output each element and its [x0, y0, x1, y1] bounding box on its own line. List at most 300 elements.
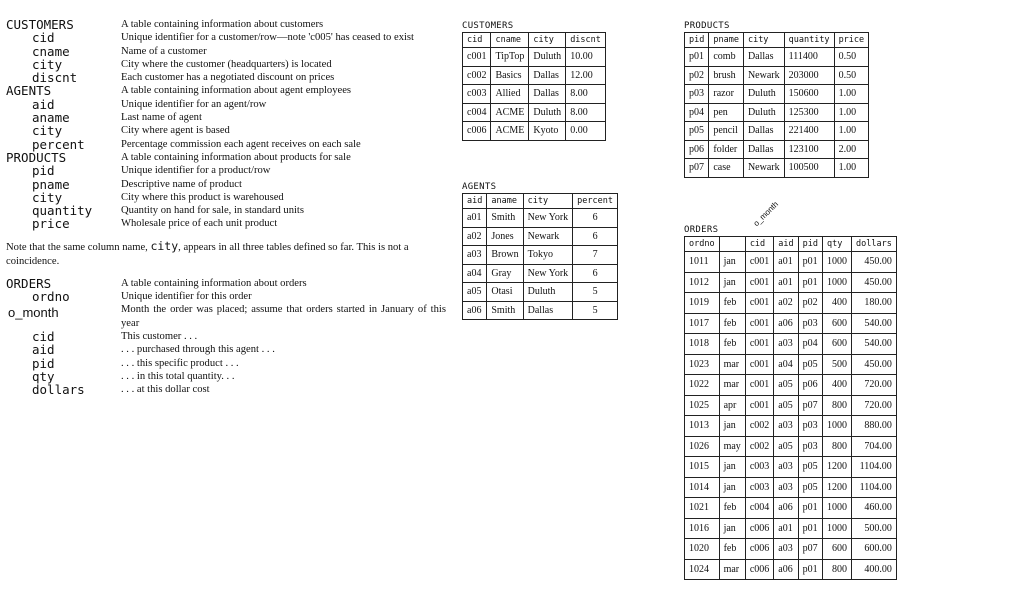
- table-cell: p03: [685, 85, 709, 104]
- table-cell: 0.50: [834, 66, 869, 85]
- schema-definitions: [6, 18, 446, 396]
- table-cell: p05: [798, 477, 822, 498]
- table-cell: 500.00: [851, 518, 896, 539]
- table-cell: case: [709, 159, 744, 178]
- def-field: [6, 217, 446, 230]
- table-cell: a05: [774, 395, 798, 416]
- table-cell: p03: [798, 313, 822, 334]
- def-field-name: pid: [32, 355, 55, 371]
- table-cell: 12.00: [566, 66, 606, 85]
- table-cell: folder: [709, 140, 744, 159]
- def-field-desc: Each customer has a negotiated discount on prices: [121, 72, 335, 84]
- def-field-desc: Name of a customer: [121, 45, 207, 57]
- table-cell: p01: [685, 48, 709, 67]
- table-cell: c002: [463, 66, 491, 85]
- def-field-name: qty: [32, 368, 55, 384]
- table-cell: c006: [745, 518, 773, 539]
- table-row: [685, 140, 869, 159]
- table-cell: c003: [463, 85, 491, 104]
- table-cell: 221400: [784, 122, 834, 141]
- table-cell: jan: [719, 252, 745, 273]
- def-field-desc: This customer . . .: [121, 330, 198, 342]
- def-field: [6, 45, 446, 58]
- note-text-after: , appears in all three tables defined so far. This is not a coincidence.: [6, 241, 409, 267]
- def-field-desc: Unique identifier for a product/row: [121, 165, 271, 177]
- table-cell: 1.00: [834, 122, 869, 141]
- def-field: [6, 357, 446, 370]
- table-cell: p03: [798, 416, 822, 437]
- table-cell: Brown: [487, 246, 523, 265]
- customers-table: [462, 32, 606, 141]
- table-cell: Duluth: [529, 103, 566, 122]
- table-cell: TipTop: [491, 48, 529, 67]
- table-cell: p05: [685, 122, 709, 141]
- table-cell: Newark: [743, 159, 784, 178]
- table-cell: 1022: [685, 375, 720, 396]
- table-cell: a05: [774, 436, 798, 457]
- table-cell: 6: [573, 264, 618, 283]
- table-cell: 1020: [685, 539, 720, 560]
- table-row: [685, 313, 897, 334]
- table-cell: pencil: [709, 122, 744, 141]
- table-cell: feb: [719, 293, 745, 314]
- column-header: discnt: [566, 33, 606, 48]
- table-row: [463, 264, 618, 283]
- table-cell: a02: [463, 227, 487, 246]
- table-row: [463, 209, 618, 228]
- table-cell: p07: [685, 159, 709, 178]
- def-agents: [6, 84, 446, 97]
- table-cell: jan: [719, 457, 745, 478]
- table-cell: 6: [573, 227, 618, 246]
- def-desc: A table containing information about products for sale: [121, 151, 351, 163]
- table-cell: p05: [798, 457, 822, 478]
- column-header: city: [743, 33, 784, 48]
- table-cell: p02: [685, 66, 709, 85]
- table-cell: 123100: [784, 140, 834, 159]
- table-cell: jan: [719, 272, 745, 293]
- def-field-desc: City where the customer (headquarters) is located: [121, 58, 332, 70]
- table-cell: p07: [798, 539, 822, 560]
- table-cell: 1023: [685, 354, 720, 375]
- def-field-desc: City where agent is based: [121, 125, 230, 137]
- def-desc: A table containing information about orders: [121, 277, 307, 289]
- table-cell: 2.00: [834, 140, 869, 159]
- table-row: [685, 334, 897, 355]
- table-cell: ACME: [491, 103, 529, 122]
- table-cell: 704.00: [851, 436, 896, 457]
- def-field: [6, 330, 446, 343]
- table-cell: 600: [822, 539, 851, 560]
- def-field: [6, 303, 446, 330]
- table-cell: 800: [822, 559, 851, 580]
- table-cell: a04: [463, 264, 487, 283]
- table-cell: c001: [745, 395, 773, 416]
- def-term: CUSTOMERS: [6, 17, 74, 32]
- table-cell: 1.00: [834, 159, 869, 178]
- column-header: [719, 237, 745, 252]
- def-field: [6, 290, 446, 303]
- table-cell: feb: [719, 539, 745, 560]
- table-cell: Tokyo: [523, 246, 573, 265]
- table-cell: p01: [798, 518, 822, 539]
- table-cell: 5: [573, 301, 618, 320]
- def-field-desc: . . . in this total quantity. . .: [121, 370, 235, 382]
- table-cell: Basics: [491, 66, 529, 85]
- def-field-desc: . . . at this dollar cost: [121, 384, 210, 396]
- table-row: [685, 66, 869, 85]
- def-field-name: quantity: [32, 203, 93, 219]
- table-cell: Allied: [491, 85, 529, 104]
- def-field-desc: Unique identifier for an agent/row: [121, 98, 267, 110]
- table-cell: c001: [745, 354, 773, 375]
- table-cell: 1200: [822, 457, 851, 478]
- table-row: [685, 477, 897, 498]
- table-cell: a01: [774, 518, 798, 539]
- column-header: percent: [573, 194, 618, 209]
- table-cell: Duluth: [743, 85, 784, 104]
- table-cell: c001: [745, 272, 773, 293]
- table-cell: a06: [463, 301, 487, 320]
- table-cell: 1200: [822, 477, 851, 498]
- def-field-name: o_month: [8, 305, 59, 321]
- table-cell: Otasi: [487, 283, 523, 302]
- column-header: price: [834, 33, 869, 48]
- table-cell: 400: [822, 375, 851, 396]
- column-header: qty: [822, 237, 851, 252]
- table-cell: razor: [709, 85, 744, 104]
- def-field-name: aid: [32, 342, 55, 358]
- table-cell: jan: [719, 477, 745, 498]
- table-row: [685, 498, 897, 519]
- table-cell: a05: [463, 283, 487, 302]
- table-cell: c001: [745, 313, 773, 334]
- def-field-name: aname: [32, 110, 70, 126]
- table-cell: 450.00: [851, 252, 896, 273]
- def-field: [6, 178, 446, 191]
- table-cell: 111400: [784, 48, 834, 67]
- table-cell: 1000: [822, 498, 851, 519]
- table-row: [685, 48, 869, 67]
- def-field-name: pid: [32, 163, 55, 179]
- table-cell: 100500: [784, 159, 834, 178]
- def-field: [6, 164, 446, 177]
- def-field: [6, 191, 446, 204]
- def-term: AGENTS: [6, 83, 52, 99]
- column-header: cid: [463, 33, 491, 48]
- table-cell: 540.00: [851, 334, 896, 355]
- table-cell: 1025: [685, 395, 720, 416]
- def-field-name: ordno: [32, 289, 70, 305]
- def-field-name: percent: [32, 136, 85, 152]
- table-cell: a03: [774, 334, 798, 355]
- table-cell: 1000: [822, 416, 851, 437]
- table-cell: 180.00: [851, 293, 896, 314]
- column-header: quantity: [784, 33, 834, 48]
- table-cell: 500: [822, 354, 851, 375]
- table-cell: mar: [719, 375, 745, 396]
- table-cell: 1026: [685, 436, 720, 457]
- orders-table-block: [684, 199, 897, 580]
- table-cell: 1018: [685, 334, 720, 355]
- def-field-desc: Month the order was placed; assume that orders started in January of this year: [121, 304, 446, 329]
- def-field-name: aid: [32, 96, 55, 112]
- table-row: [463, 301, 618, 320]
- table-cell: 1019: [685, 293, 720, 314]
- table-row: [685, 457, 897, 478]
- table-cell: Newark: [743, 66, 784, 85]
- def-field-name: price: [32, 216, 70, 232]
- table-cell: 10.00: [566, 48, 606, 67]
- table-cell: 6: [573, 209, 618, 228]
- table-cell: 880.00: [851, 416, 896, 437]
- table-row: [685, 293, 897, 314]
- table-cell: c001: [745, 375, 773, 396]
- table-cell: 0.50: [834, 48, 869, 67]
- def-field-desc: Wholesale price of each unit product: [121, 218, 278, 230]
- table-cell: may: [719, 436, 745, 457]
- table-cell: mar: [719, 354, 745, 375]
- table-cell: p01: [798, 252, 822, 273]
- table-cell: p07: [798, 395, 822, 416]
- column-header: dollars: [851, 237, 896, 252]
- table-cell: c006: [463, 122, 491, 141]
- def-field: [6, 138, 446, 151]
- table-cell: mar: [719, 559, 745, 580]
- table-cell: 600: [822, 313, 851, 334]
- table-row: [685, 85, 869, 104]
- table-cell: p06: [685, 140, 709, 159]
- table-cell: 1014: [685, 477, 720, 498]
- table-cell: 1000: [822, 252, 851, 273]
- table-row: [463, 227, 618, 246]
- column-header: cid: [745, 237, 773, 252]
- table-cell: c002: [745, 416, 773, 437]
- def-field: [6, 31, 446, 44]
- def-orders: [6, 277, 446, 290]
- table-cell: p05: [798, 354, 822, 375]
- note-code: city: [150, 238, 179, 253]
- table-cell: apr: [719, 395, 745, 416]
- table-cell: 1015: [685, 457, 720, 478]
- table-cell: Duluth: [523, 283, 573, 302]
- table-cell: Smith: [487, 301, 523, 320]
- def-field-name: cid: [32, 328, 55, 344]
- table-cell: Dallas: [523, 301, 573, 320]
- def-field-name: pname: [32, 176, 70, 192]
- table-row: [685, 122, 869, 141]
- table-cell: p01: [798, 498, 822, 519]
- column-header: city: [523, 194, 573, 209]
- table-cell: a06: [774, 498, 798, 519]
- table-cell: 1017: [685, 313, 720, 334]
- def-term: ORDERS: [6, 275, 52, 291]
- o-month-header-label: o_month: [751, 199, 781, 228]
- table-cell: a03: [774, 457, 798, 478]
- table-cell: feb: [719, 498, 745, 519]
- table-cell: 203000: [784, 66, 834, 85]
- products-table: [684, 32, 869, 178]
- table-cell: a06: [774, 313, 798, 334]
- table-cell: a02: [774, 293, 798, 314]
- table-cell: Kyoto: [529, 122, 566, 141]
- table-cell: Smith: [487, 209, 523, 228]
- table-cell: a03: [774, 539, 798, 560]
- table-row: [685, 354, 897, 375]
- orders-table-title: ORDERS: [684, 225, 719, 235]
- table-cell: 1.00: [834, 85, 869, 104]
- table-row: [463, 48, 606, 67]
- table-row: [685, 518, 897, 539]
- table-cell: 450.00: [851, 272, 896, 293]
- table-cell: p06: [798, 375, 822, 396]
- table-cell: Duluth: [743, 103, 784, 122]
- table-row: [685, 436, 897, 457]
- table-cell: 7: [573, 246, 618, 265]
- def-field-name: discnt: [32, 70, 78, 86]
- table-cell: 600.00: [851, 539, 896, 560]
- table-cell: a06: [774, 559, 798, 580]
- table-cell: jan: [719, 416, 745, 437]
- table-cell: 1011: [685, 252, 720, 273]
- table-cell: Dallas: [743, 48, 784, 67]
- column-header: aname: [487, 194, 523, 209]
- table-cell: c003: [745, 477, 773, 498]
- table-cell: feb: [719, 313, 745, 334]
- def-field-desc: . . . this specific product . . .: [121, 357, 239, 369]
- def-field-name: dollars: [32, 382, 85, 398]
- table-row: [463, 66, 606, 85]
- def-term: PRODUCTS: [6, 149, 67, 165]
- table-cell: 450.00: [851, 354, 896, 375]
- column-header: pname: [709, 33, 744, 48]
- orders-table: [684, 236, 897, 580]
- def-field-name: city: [32, 123, 63, 139]
- def-field: [6, 370, 446, 383]
- table-cell: pen: [709, 103, 744, 122]
- table-cell: p04: [798, 334, 822, 355]
- table-row: [685, 159, 869, 178]
- def-field-name: cname: [32, 43, 70, 59]
- table-cell: c004: [745, 498, 773, 519]
- column-header: aid: [774, 237, 798, 252]
- products-table-block: [684, 21, 869, 178]
- table-cell: 600: [822, 334, 851, 355]
- table-header-row: [685, 33, 869, 48]
- table-cell: 125300: [784, 103, 834, 122]
- table-cell: c006: [745, 539, 773, 560]
- def-field-desc: Unique identifier for a customer/row—note 'c005' has ceased to exist: [121, 32, 414, 44]
- table-cell: 1013: [685, 416, 720, 437]
- def-field: [6, 58, 446, 71]
- table-cell: Dallas: [743, 122, 784, 141]
- table-cell: 8.00: [566, 103, 606, 122]
- column-header: city: [529, 33, 566, 48]
- def-field: [6, 98, 446, 111]
- table-cell: Jones: [487, 227, 523, 246]
- table-row: [463, 246, 618, 265]
- table-cell: a03: [774, 416, 798, 437]
- table-cell: c006: [745, 559, 773, 580]
- customers-table-block: [462, 21, 606, 141]
- table-cell: 1104.00: [851, 457, 896, 478]
- table-cell: a03: [774, 477, 798, 498]
- def-field-name: cid: [32, 30, 55, 46]
- table-cell: ACME: [491, 122, 529, 141]
- def-field: [6, 343, 446, 356]
- table-header-row: [463, 33, 606, 48]
- table-cell: c001: [745, 334, 773, 355]
- table-cell: c002: [745, 436, 773, 457]
- table-row: [685, 252, 897, 273]
- def-field: [6, 204, 446, 217]
- table-row: [685, 559, 897, 580]
- table-cell: jan: [719, 518, 745, 539]
- table-cell: c004: [463, 103, 491, 122]
- table-cell: p01: [798, 559, 822, 580]
- table-cell: 0.00: [566, 122, 606, 141]
- table-row: [463, 85, 606, 104]
- table-header-row: [685, 237, 897, 252]
- def-field-desc: City where this product is warehoused: [121, 191, 284, 203]
- table-cell: a05: [774, 375, 798, 396]
- note-paragraph: [6, 239, 438, 269]
- def-field-desc: Unique identifier for this order: [121, 291, 252, 303]
- table-cell: Dallas: [529, 66, 566, 85]
- def-desc: A table containing information about agent employees: [121, 85, 352, 97]
- def-field: [6, 71, 446, 84]
- table-cell: Gray: [487, 264, 523, 283]
- table-cell: 1016: [685, 518, 720, 539]
- table-cell: 1012: [685, 272, 720, 293]
- column-header: pid: [798, 237, 822, 252]
- table-cell: a01: [774, 272, 798, 293]
- agents-table-title: AGENTS: [462, 182, 497, 192]
- table-cell: 1104.00: [851, 477, 896, 498]
- table-cell: a04: [774, 354, 798, 375]
- def-field-desc: . . . purchased through this agent . . .: [121, 344, 275, 356]
- table-cell: feb: [719, 334, 745, 355]
- table-row: [685, 272, 897, 293]
- table-cell: 720.00: [851, 395, 896, 416]
- def-field-desc: Percentage commission each agent receives on each sale: [121, 138, 361, 150]
- table-cell: 460.00: [851, 498, 896, 519]
- table-cell: Newark: [523, 227, 573, 246]
- table-cell: a01: [774, 252, 798, 273]
- table-cell: New York: [523, 264, 573, 283]
- table-row: [463, 283, 618, 302]
- table-cell: 800: [822, 395, 851, 416]
- table-cell: 8.00: [566, 85, 606, 104]
- table-cell: brush: [709, 66, 744, 85]
- table-cell: Dallas: [529, 85, 566, 104]
- column-header: aid: [463, 194, 487, 209]
- column-header: cname: [491, 33, 529, 48]
- def-customers: [6, 18, 446, 31]
- table-row: [463, 122, 606, 141]
- table-row: [685, 416, 897, 437]
- table-cell: c001: [463, 48, 491, 67]
- table-row: [685, 103, 869, 122]
- table-cell: p01: [798, 272, 822, 293]
- table-cell: Duluth: [529, 48, 566, 67]
- table-cell: a01: [463, 209, 487, 228]
- table-cell: 150600: [784, 85, 834, 104]
- table-cell: 800: [822, 436, 851, 457]
- table-cell: 400: [822, 293, 851, 314]
- column-header: pid: [685, 33, 709, 48]
- table-cell: 540.00: [851, 313, 896, 334]
